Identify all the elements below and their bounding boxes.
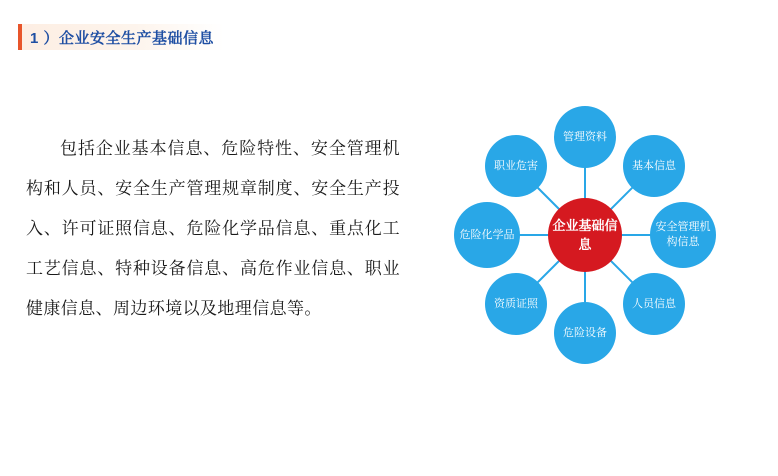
diagram-node-label: 管理资料 bbox=[563, 130, 607, 143]
diagram-node-hazardous-chemicals[interactable] bbox=[454, 202, 520, 268]
enterprise-info-diagram bbox=[410, 40, 760, 440]
diagram-node-label: 人员信息 bbox=[632, 297, 676, 310]
diagram-node-label: 职业危害 bbox=[494, 159, 538, 172]
diagram-node-label: 基本信息 bbox=[632, 159, 676, 172]
diagram-center-node[interactable] bbox=[548, 198, 622, 272]
diagram-node-basic-info[interactable] bbox=[623, 135, 685, 197]
diagram-center-label: 企业基础信息 bbox=[552, 218, 618, 252]
diagram-node-label: 危险化学品 bbox=[459, 228, 515, 241]
diagram-node-label: 安全管理机构信息 bbox=[655, 221, 711, 248]
body-paragraph: 包括企业基本信息、危险特性、安全管理机构和人员、安全生产管理规章制度、安全生产投入、许可证照信息、危险化学品信息、重点化工工艺信息、特种设备信息、高危作业信息、职业健康信息、周边环境以及地理信息等。 bbox=[26, 139, 400, 318]
diagram-node-label: 资质证照 bbox=[494, 297, 538, 310]
page-title: 1 ）企业安全生产基础信息 bbox=[30, 29, 215, 47]
diagram-node-label: 危险设备 bbox=[563, 326, 607, 339]
diagram-node-safety-management-org[interactable] bbox=[650, 202, 716, 268]
diagram-node-qualification-certificates[interactable] bbox=[485, 273, 547, 335]
section-title-bar bbox=[18, 24, 224, 50]
diagram-node-management-data[interactable] bbox=[554, 106, 616, 168]
diagram-node-occupational-hazard[interactable] bbox=[485, 135, 547, 197]
diagram-node-personnel-info[interactable] bbox=[623, 273, 685, 335]
diagram-node-hazardous-equipment[interactable] bbox=[554, 302, 616, 364]
